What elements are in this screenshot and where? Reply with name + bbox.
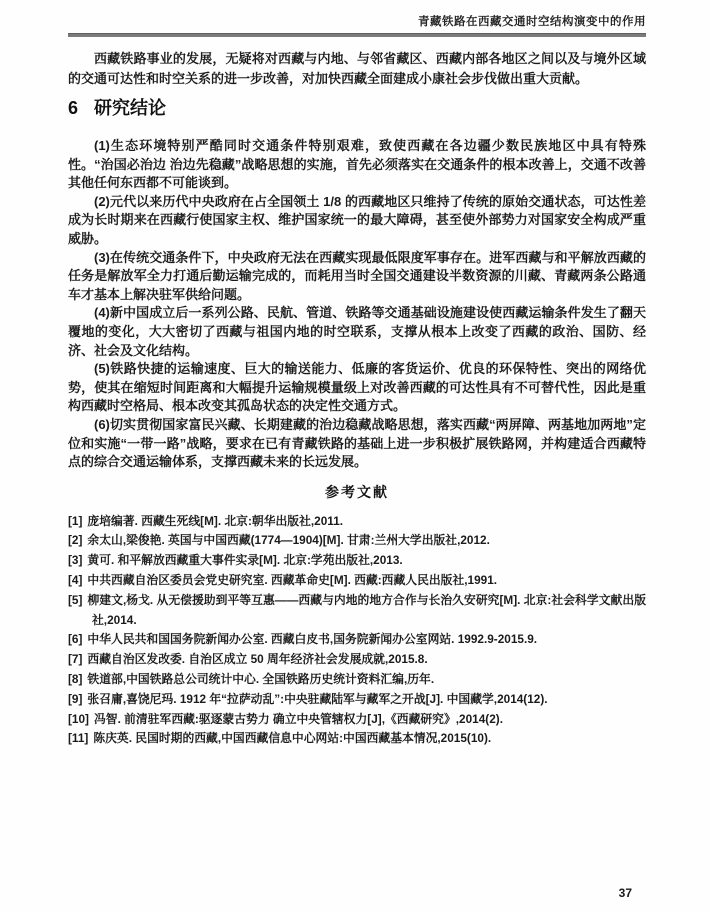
reference-item bbox=[68, 650, 646, 670]
header-rule bbox=[68, 33, 646, 37]
reference-item bbox=[68, 690, 646, 710]
reference-item bbox=[68, 710, 646, 730]
reference-label: [7] bbox=[68, 652, 83, 667]
references-list bbox=[68, 512, 646, 750]
conclusion-paragraph-3: (3)在传统交通条件下，中央政府无法在西藏实现最低限度军事存在。进军西藏与和平解放西藏的任务是解放军全力打通后勤运输完成的，而耗用当时全国交通建设半数资源的川藏、青藏两条公路通车才基本上解决驻军供给问题。 bbox=[68, 249, 646, 302]
reference-item bbox=[68, 729, 646, 749]
reference-text: 陈庆英. 民国时期的西藏,中国西藏信息中心网站:中国西藏基本情况,2015(10). bbox=[93, 731, 492, 746]
reference-text: 余太山,梁俊艳. 英国与中国西藏(1774—1904)[M]. 甘肃:兰州大学出版社,2012. bbox=[87, 533, 490, 548]
page-number: 37 bbox=[618, 886, 632, 900]
reference-text: 张召庸,喜饶尼玛. 1912 年“拉萨动乱”:中央驻藏陆军与藏军之开战[J]. 中国藏学,2014(12). bbox=[87, 691, 548, 706]
reference-text: 铁道部,中国铁路总公司统计中心. 全国铁路历史统计资料汇编,历年. bbox=[87, 672, 435, 687]
page-content bbox=[68, 0, 646, 749]
conclusion-paragraph-5: (5)铁路快捷的运输速度、巨大的输送能力、低廉的客货运价、优良的环保特性、突出的网络优势，使其在缩短时间距离和大幅提升运输规模量级上对改善西藏的可达性具有不可替代性，因此是重构西藏时空格局、根本改变其孤岛状态的决定性交通方式。 bbox=[68, 361, 646, 414]
intro-paragraph: 西藏铁路事业的发展，无疑将对西藏与内地、与邻省藏区、西藏内部各地区之间以及与境外区域的交通可达性和时空关系的进一步改善，对加快西藏全面建成小康社会步伐做出重大贡献。 bbox=[68, 51, 646, 86]
reference-item bbox=[68, 670, 646, 690]
reference-text: 冯智. 前清驻军西藏:驱逐蒙古势力 确立中央管辖权力[J],《西藏研究》,2014(2). bbox=[93, 711, 503, 726]
reference-text: 中华人民共和国国务院新闻办公室. 西藏白皮书,国务院新闻办公室网站. 1992.9-2015.9. bbox=[87, 632, 538, 647]
reference-item bbox=[68, 551, 646, 571]
reference-label: [2] bbox=[68, 533, 83, 548]
references-title: 参考文献 bbox=[325, 483, 389, 500]
reference-item bbox=[68, 591, 646, 631]
reference-item bbox=[68, 512, 646, 532]
conclusion-paragraph-2: (2)元代以来历代中央政府在占全国领土 1/8 的西藏地区只维持了传统的原始交通状态，可达性差成为长时期来在西藏行使国家主权、维护国家统一的最大障碍，甚至使外部势力对国家安全构成严重威胁。 bbox=[68, 193, 646, 246]
reference-label: [3] bbox=[68, 553, 83, 568]
reference-label: [4] bbox=[68, 573, 83, 588]
reference-label: [5] bbox=[68, 592, 83, 607]
reference-item bbox=[68, 571, 646, 591]
reference-item bbox=[68, 531, 646, 551]
reference-label: [8] bbox=[68, 672, 83, 687]
reference-text: 庞培编著. 西藏生死线[M]. 北京:朝华出版社,2011. bbox=[87, 513, 344, 528]
conclusion-paragraph-1: (1)生态环境特别严酷同时交通条件特别艰难，致使西藏在各边疆少数民族地区中具有特殊性。“治国必治边 治边先稳藏”战略思想的实施，首先必须落实在交通条件的根本改善上，交通不改善其他任何东西都不可能谈到。 bbox=[68, 138, 646, 191]
reference-text: 黄可. 和平解放西藏重大事件实录[M]. 北京:学苑出版社,2013. bbox=[87, 553, 403, 568]
running-header bbox=[68, 0, 646, 29]
section-number: 6 bbox=[68, 98, 79, 118]
reference-label: [6] bbox=[68, 632, 83, 647]
running-header-title: 青藏铁路在西藏交通时空结构演变中的作用 bbox=[418, 16, 646, 28]
reference-label: [9] bbox=[68, 691, 83, 706]
reference-text: 中共西藏自治区委员会党史研究室. 西藏革命史[M]. 西藏:西藏人民出版社,1991. bbox=[87, 573, 498, 588]
conclusion-paragraph-6: (6)切实贯彻国家富民兴藏、长期建藏的治边稳藏战略思想，落实西藏“两屏障、两基地加两地”定位和实施“一带一路”战略，要求在已有青藏铁路的基础上进一步积极扩展铁路网，并构建适合西藏特点的综合交通运输体系，支撑西藏未来的长远发展。 bbox=[68, 416, 646, 470]
reference-label: [11] bbox=[68, 731, 89, 746]
section-title: 研究结论 bbox=[94, 98, 167, 118]
reference-label: [1] bbox=[68, 513, 83, 528]
reference-item bbox=[68, 630, 646, 650]
reference-text: 柳建文,杨戈. 从无偿援助到平等互惠——西藏与内地的地方合作与长治久安研究[M]. 北京:社会科学文献出版社,2014. bbox=[87, 592, 646, 627]
reference-label: [10] bbox=[68, 711, 89, 726]
reference-text: 西藏自治区发改委. 自治区成立 50 周年经济社会发展成就,2015.8. bbox=[87, 652, 428, 667]
conclusion-paragraph-4: (4)新中国成立后一系列公路、民航、管道、铁路等交通基础设施建设使西藏运输条件发生了翻天覆地的变化，大大密切了西藏与祖国内地的时空联系，支撑从根本上改变了西藏的政治、国防、经济、社会及文化结构。 bbox=[68, 305, 646, 358]
section-heading bbox=[68, 96, 646, 120]
